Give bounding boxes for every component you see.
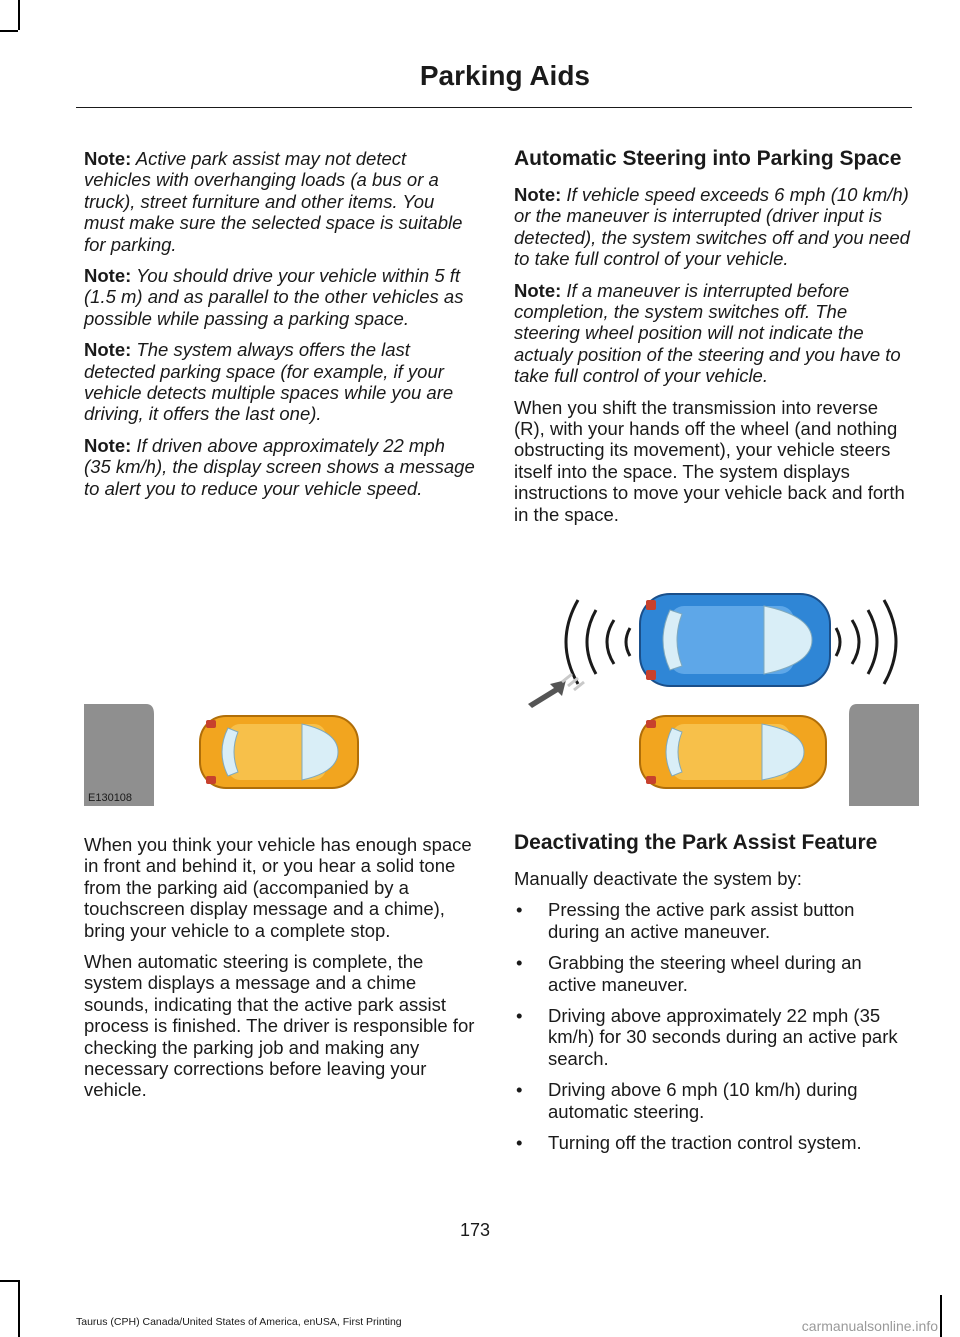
right-column-section-1	[514, 148, 910, 535]
curb-left	[84, 704, 154, 806]
page-number: 173	[460, 1220, 491, 1240]
note-label: Note:	[514, 184, 562, 205]
crop-mark	[0, 30, 18, 32]
section-heading-deactivating: Deactivating the Park Assist Feature	[514, 831, 878, 854]
note-text: If vehicle speed exceeds 6 mph (10 km/h) or the maneuver is interrupted (driver input is detected), the system switches off and you need to take full control of your vehicle.	[514, 184, 910, 270]
body-paragraph: When you think your vehicle has enough space in front and behind it, or you hear a solid tone from the parking aid (accompanied by a touchscreen display message and a chime), bring your vehicle to a complete stop.	[84, 834, 472, 941]
active-car-with-sensors	[520, 590, 900, 710]
note-text: If a maneuver is interrupted before completion, the system switches off. The steering wheel position will not indicate the actualy position of the steering and you have to take full control of your vehicle.	[514, 279, 901, 387]
note-label: Note:	[84, 339, 132, 361]
body-paragraph: When automatic steering is complete, the system displays a message and a chime sounds, indicating that the active park assist process is finished. The driver is responsible for checking the parking job and making any necessary corrections before leaving your vehicle.	[84, 951, 475, 1101]
header-rule	[76, 107, 912, 108]
crop-mark	[18, 0, 20, 30]
note-2	[84, 265, 476, 329]
right-column-section-2	[514, 832, 910, 1163]
list-item: • Driving above approximately 22 mph (35 km/h) for 30 seconds during an active park search.	[514, 1005, 910, 1069]
list-item: • Driving above 6 mph (10 km/h) during automatic steering.	[514, 1079, 910, 1122]
note-label: Note:	[84, 148, 132, 169]
section-heading-automatic-steering: Automatic Steering into Parking Space	[514, 147, 902, 170]
crop-mark	[18, 1280, 20, 1337]
list-item: • Pressing the active park assist button during an active maneuver.	[514, 899, 910, 942]
note-text: Active park assist may not detect vehicles with overhanging loads (a bus or a truck), street furniture and other items. You must make sure the selected space is suitable for parking.	[84, 148, 463, 255]
note-4	[84, 435, 476, 499]
crop-mark	[0, 1280, 18, 1282]
note-3	[84, 339, 476, 425]
watermark: carmanualsonline.info	[801, 1318, 938, 1334]
note-text: The system always offers the last detected parking space (for example, if your vehicle detects multiple spaces while you are driving, it offers the last one).	[84, 339, 454, 425]
crop-mark	[940, 1295, 942, 1337]
note-label: Note:	[84, 434, 132, 456]
note-5	[514, 184, 910, 270]
list-item: • Grabbing the steering wheel during an active maneuver.	[514, 952, 910, 995]
note-6	[514, 280, 910, 387]
parked-car-front	[638, 712, 830, 792]
note-text: You should drive your vehicle within 5 ft (1.5 m) and as parallel to the other vehicles as possible while passing a parking space.	[84, 265, 464, 329]
note-label: Note:	[514, 279, 562, 301]
parked-car-rear	[198, 712, 362, 792]
deactivation-list	[514, 899, 910, 1153]
body-paragraph: When you shift the transmission into reverse (R), with your hands off the wheel (and nothing obstructing its movement), your vehicle steers itself into the space. The system displays instructions to move your vehicle back and forth in the space.	[514, 396, 905, 525]
section-intro: Manually deactivate the system by:	[514, 868, 802, 889]
reverse-arrow-icon	[528, 680, 566, 708]
figure-code: E130108	[88, 792, 133, 804]
note-text: If driven above approximately 22 mph (35 km/h), the display screen shows a message to alert you to reduce your vehicle speed.	[84, 434, 475, 499]
note-label: Note:	[84, 265, 132, 287]
list-item: • Turning off the traction control system.	[514, 1132, 910, 1153]
note-1	[84, 148, 476, 255]
curb-right	[849, 704, 919, 806]
page-title: Parking Aids	[419, 60, 590, 91]
publication-footer: Taurus (CPH) Canada/United States of America, enUSA, First Printing	[76, 1316, 402, 1328]
left-column-notes	[84, 148, 476, 509]
left-column-bottom	[84, 834, 476, 1111]
